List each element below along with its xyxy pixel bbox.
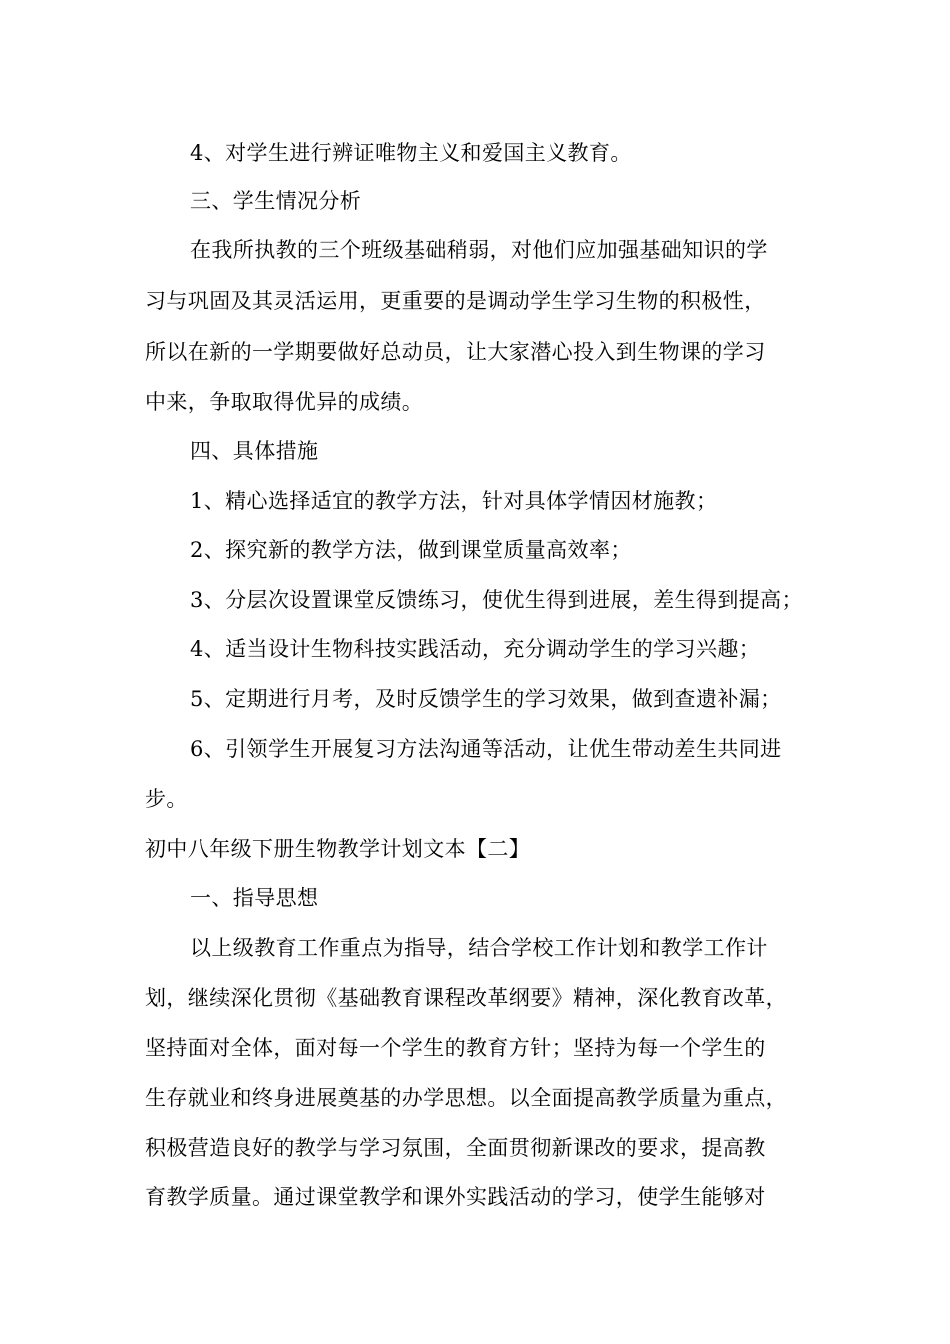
list-item: 4、适当设计生物科技实践活动，充分调动学生的学习兴趣； [190, 637, 761, 661]
paragraph-line: 积极营造良好的教学与学习氛围，全面贯彻新课改的要求，提高教 [145, 1136, 766, 1160]
list-item: 5、定期进行月考，及时反馈学生的学习效果，做到查遗补漏； [190, 687, 782, 711]
list-item: 1、精心选择适宜的教学方法，针对具体学情因材施教； [190, 489, 718, 513]
paragraph-line: 习与巩固及其灵活运用，更重要的是调动学生学习生物的积极性， [145, 289, 766, 313]
list-item: 3、分层次设置课堂反馈练习，使优生得到进展，差生得到提高； [190, 588, 803, 612]
paragraph-line: 育教学质量。通过课堂教学和课外实践活动的学习，使学生能够对 [145, 1185, 766, 1209]
paragraph-line: 坚持面对全体，面对每一个学生的教育方针；坚持为每一个学生的 [145, 1036, 766, 1060]
document-title: 初中八年级下册生物教学计划文本【二】 [145, 837, 531, 861]
paragraph-line: 步。 [145, 787, 188, 811]
list-item: 6、引领学生开展复习方法沟通等活动，让优生带动差生共同进 [190, 737, 782, 761]
section-heading: 四、具体措施 [190, 439, 319, 463]
paragraph-line: 中来，争取取得优异的成绩。 [145, 390, 424, 414]
paragraph-line: 划，继续深化贯彻《基础教育课程改革纲要》精神，深化教育改革， [145, 986, 787, 1010]
section-heading: 三、学生情况分析 [190, 189, 362, 213]
paragraph-line: 以上级教育工作重点为指导，结合学校工作计划和教学工作计 [190, 936, 768, 960]
paragraph-line: 生存就业和终身进展奠基的办学思想。以全面提高教学质量为重点， [145, 1086, 787, 1110]
list-item: 4、对学生进行辨证唯物主义和爱国主义教育。 [190, 141, 632, 165]
list-item: 2、探究新的教学方法，做到课堂质量高效率； [190, 538, 632, 562]
paragraph-line: 所以在新的一学期要做好总动员，让大家潜心投入到生物课的学习 [145, 340, 766, 364]
paragraph-line: 在我所执教的三个班级基础稍弱，对他们应加强基础知识的学 [190, 238, 768, 262]
section-heading: 一、指导思想 [190, 886, 319, 910]
